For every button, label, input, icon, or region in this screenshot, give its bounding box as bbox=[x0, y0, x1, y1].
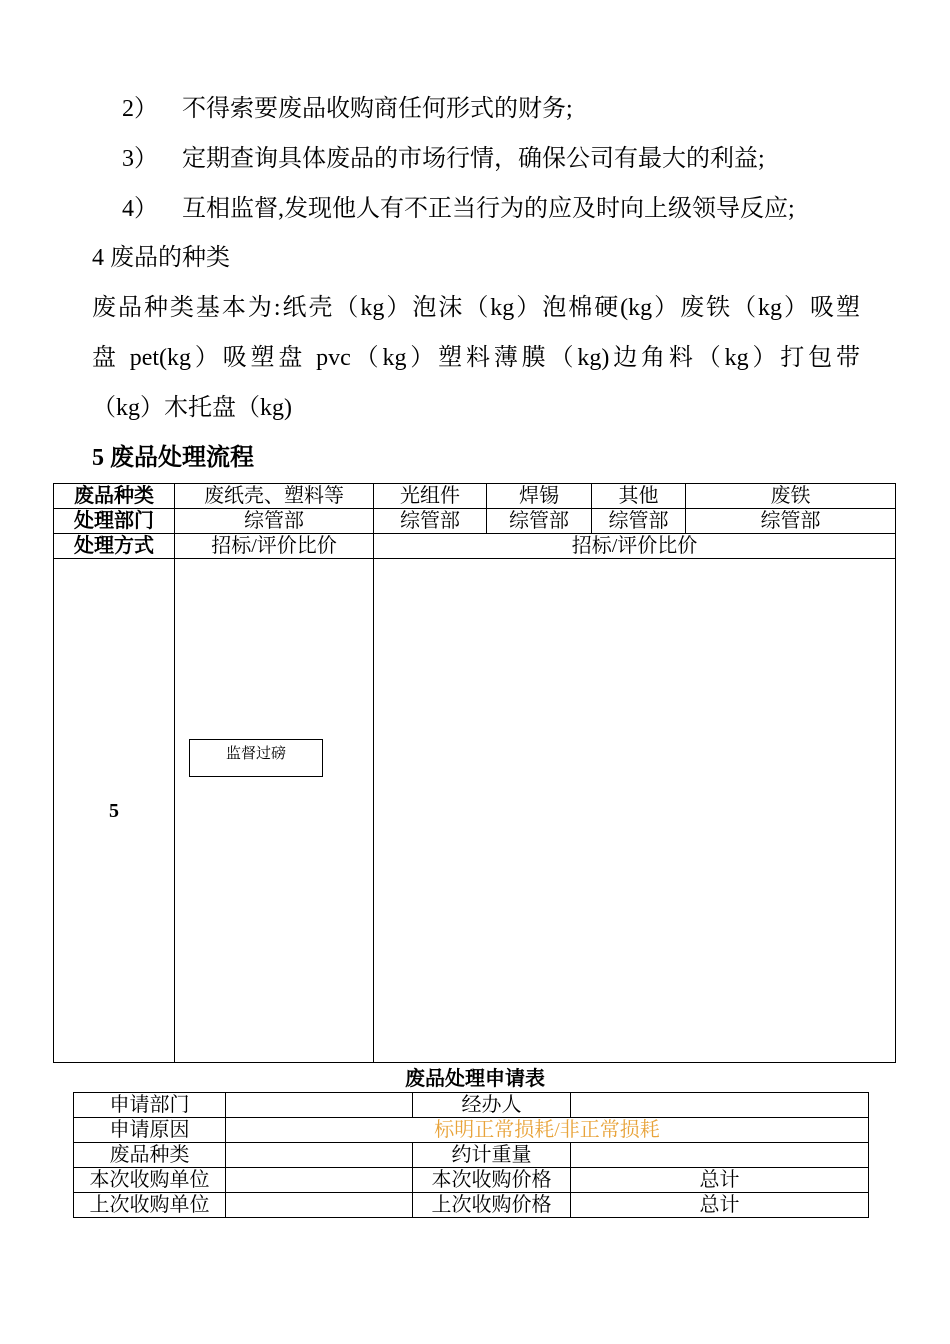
list-text: 不得索要废品收购商任何形式的财务; bbox=[182, 96, 573, 122]
list-number: 3） bbox=[122, 146, 158, 172]
flow-cell bbox=[374, 559, 896, 1063]
process-table bbox=[53, 483, 896, 1063]
table-cell: 光组件 bbox=[374, 484, 487, 509]
table-cell: 综管部 bbox=[592, 509, 686, 534]
total-label: 总计 bbox=[571, 1168, 869, 1193]
table-cell: 综管部 bbox=[175, 509, 374, 534]
table-cell: 废铁 bbox=[686, 484, 896, 509]
table-row bbox=[54, 509, 896, 534]
list-number: 4） bbox=[122, 196, 158, 222]
table-cell: 其他 bbox=[592, 484, 686, 509]
table-row bbox=[74, 1168, 869, 1193]
table-row bbox=[54, 484, 896, 509]
flow-cell bbox=[175, 559, 374, 1063]
row-label: 处理方式 bbox=[54, 534, 175, 559]
current-buyer-field[interactable] bbox=[226, 1168, 413, 1193]
table-row bbox=[74, 1118, 869, 1143]
field-label: 上次收购单位 bbox=[74, 1193, 226, 1218]
table-cell: 废纸壳、塑料等 bbox=[175, 484, 374, 509]
table-row bbox=[74, 1193, 869, 1218]
apply-dept-field[interactable] bbox=[226, 1093, 413, 1118]
table-row bbox=[54, 559, 896, 1063]
field-label: 申请原因 bbox=[74, 1118, 226, 1143]
table-row bbox=[74, 1093, 869, 1118]
reason-field[interactable]: 标明正常损耗/非正常损耗 bbox=[226, 1118, 869, 1143]
field-label: 本次收购价格 bbox=[413, 1168, 571, 1193]
row-label: 废品种类 bbox=[54, 484, 175, 509]
table-cell: 招标/评价比价 bbox=[374, 534, 896, 559]
list-text: 定期查询具体废品的市场行情，确保公司有最大的利益; bbox=[182, 146, 765, 172]
list-item bbox=[122, 144, 765, 174]
step-number: 5 bbox=[54, 559, 175, 1063]
waste-type-field[interactable] bbox=[226, 1143, 413, 1168]
table-cell: 综管部 bbox=[487, 509, 592, 534]
flow-step-box: 监督过磅 bbox=[189, 739, 323, 777]
section-heading: 4 废品的种类 bbox=[92, 245, 230, 271]
table-row bbox=[74, 1143, 869, 1168]
list-item bbox=[122, 94, 573, 124]
paragraph-line: （kg）木托盘（kg) bbox=[92, 395, 292, 421]
field-label: 经办人 bbox=[413, 1093, 571, 1118]
table-cell: 综管部 bbox=[686, 509, 896, 534]
form-title: 废品处理申请表 bbox=[405, 1068, 545, 1090]
section-heading: 5 废品处理流程 bbox=[92, 445, 254, 471]
table-row bbox=[54, 534, 896, 559]
field-label: 约计重量 bbox=[413, 1143, 571, 1168]
paragraph-line: 废品种类基本为:纸壳（kg）泡沫（kg）泡棉硬(kg）废铁（kg）吸塑 bbox=[92, 295, 860, 321]
handler-field[interactable] bbox=[571, 1093, 869, 1118]
list-text: 互相监督,发现他人有不正当行为的应及时向上级领导反应; bbox=[182, 196, 795, 222]
field-label: 废品种类 bbox=[74, 1143, 226, 1168]
list-number: 2） bbox=[122, 96, 158, 122]
field-label: 申请部门 bbox=[74, 1093, 226, 1118]
weight-field[interactable] bbox=[571, 1143, 869, 1168]
table-cell: 招标/评价比价 bbox=[175, 534, 374, 559]
row-label: 处理部门 bbox=[54, 509, 175, 534]
table-cell: 综管部 bbox=[374, 509, 487, 534]
field-label: 本次收购单位 bbox=[74, 1168, 226, 1193]
list-item bbox=[122, 194, 795, 224]
field-label: 上次收购价格 bbox=[413, 1193, 571, 1218]
total-label: 总计 bbox=[571, 1193, 869, 1218]
paragraph-line: 盘 pet(kg）吸塑盘 pvc（kg）塑料薄膜（kg)边角料（kg）打包带 bbox=[92, 345, 860, 371]
application-form bbox=[73, 1092, 869, 1218]
table-cell: 焊锡 bbox=[487, 484, 592, 509]
last-buyer-field[interactable] bbox=[226, 1193, 413, 1218]
